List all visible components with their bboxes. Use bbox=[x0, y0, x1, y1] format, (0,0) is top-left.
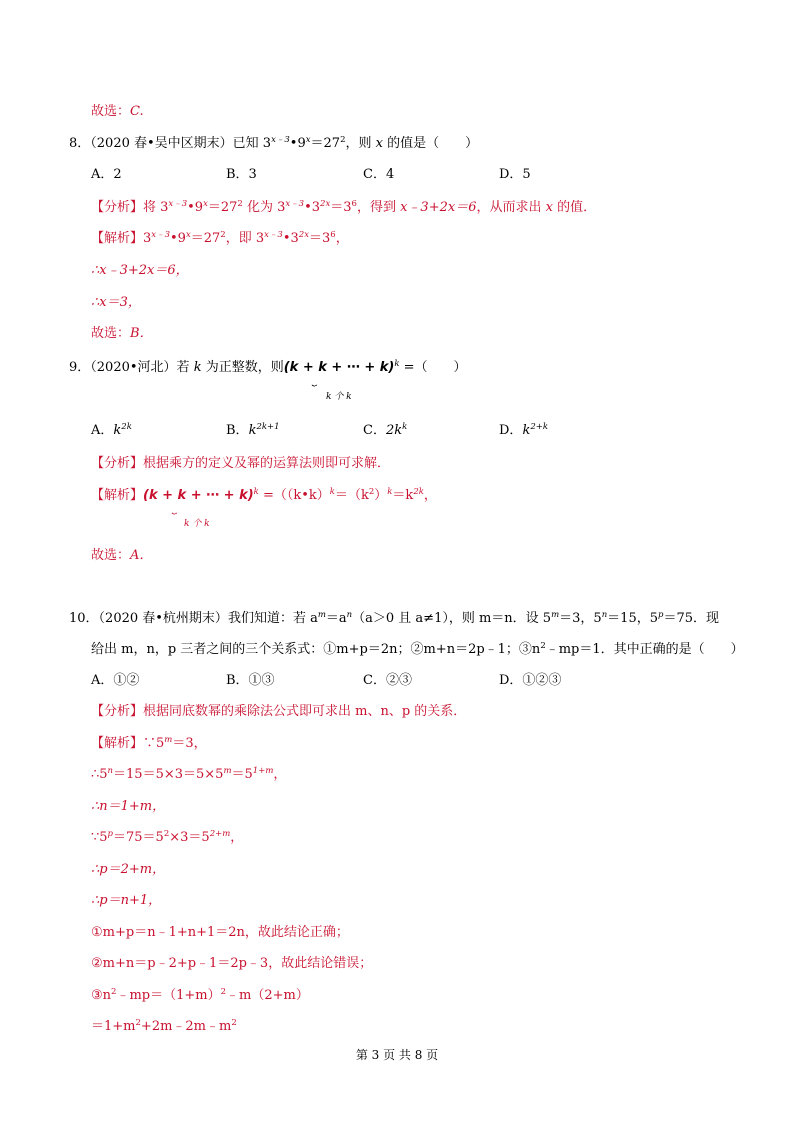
q8-step-2: ∴x＝3， bbox=[91, 295, 141, 310]
q9-option-d: D．$k^{2+k}$ bbox=[499, 422, 549, 438]
q9-solution: 【解析】(k + k + ⋯ + $k)^k =((k•k)^k=(k^2)^k=k^{2k}$， bbox=[91, 487, 437, 503]
q8-option-b: B．3 bbox=[226, 167, 257, 182]
q9-underbrace-label: k 个 k bbox=[326, 392, 352, 402]
q9-solution-underbrace-label: k 个 k bbox=[184, 519, 210, 529]
q8-options bbox=[91, 166, 691, 184]
q10-solution-step-2: $\therefore 5^n=15=5\times 3=5\times 5^m=5^{1+m}$， bbox=[91, 766, 287, 782]
q10-solution-step-3: ∴n＝1+m， bbox=[91, 799, 166, 814]
q10-solution-step-9: $③n^2﹣mp=(1+m)^2﹣m(2+m)$ bbox=[91, 987, 309, 1003]
q8-option-c: C．4 bbox=[363, 167, 395, 182]
q10-stem-line-2: 给出 m，n，p 三者之间的三个关系式：①m+p＝2n；②m+n＝2p﹣1；$③n^2﹣mp=1$．其中正确的是（ ） bbox=[91, 641, 744, 657]
q10-option-b: B．①③ bbox=[226, 673, 275, 688]
q10-option-a: A．①② bbox=[91, 673, 140, 688]
q10-stem-line-1: 10．（2020 春•杭州期末）我们知道：若 $a^m=a^n(a>0$ 且 a≠1），则 m＝n．设 $5^m=3$，$5^n=15$，$5^p=75$．现 bbox=[69, 610, 719, 626]
q8-step-1: ∴x﹣3+2x＝6， bbox=[91, 263, 189, 278]
q10-option-c: C．②③ bbox=[363, 673, 412, 688]
q10-solution-step-8: ②m+n＝p﹣2+p﹣1＝2p﹣3，故此结论错误； bbox=[91, 956, 373, 971]
q9-options bbox=[91, 422, 691, 440]
page-footer: 第 3 页 共 8 页 bbox=[355, 1048, 439, 1062]
q9-option-a: A．$k^{2k}$ bbox=[91, 422, 132, 438]
q10-solution-step-1: 【解析】$\because 5^m=3$， bbox=[91, 735, 207, 751]
q9-answer: 故选：A． bbox=[91, 548, 153, 563]
q8-solution: 【解析】$3^{x﹣3}•9^x=27^2$，即 $3^{x﹣3}•3^{2x}=3^6$， bbox=[91, 230, 349, 246]
q9-sum-expression: (k + k + ⋯ + k) bbox=[283, 360, 395, 375]
q10-option-d: D．①②③ bbox=[499, 673, 562, 688]
q9-underbrace: ⏟ bbox=[312, 377, 318, 387]
q8-option-d: D．5 bbox=[499, 167, 531, 182]
q10-solution-step-6: ∴p＝n+1， bbox=[91, 893, 162, 908]
q9-option-c: C．$2k^k$ bbox=[363, 422, 408, 438]
prev-answer: 故选：C. bbox=[91, 104, 144, 119]
q10-solution-step-7: ①m+p＝n﹣1+n+1＝2n，故此结论正确； bbox=[91, 925, 349, 940]
q9-option-b: B．$k^{2k+1}$ bbox=[226, 422, 280, 438]
q10-options bbox=[91, 672, 691, 690]
q8-stem: 8．（2020 春•吴中区期末）已知 $3^{x﹣3}•9^x=27^2$，则 x 的值是（ ） bbox=[69, 135, 479, 151]
q8-option-a: A．2 bbox=[91, 167, 122, 182]
q10-solution-step-4: $\because 5^p=75=5^2\times 3=5^{2+m}$， bbox=[91, 829, 244, 845]
q9-analysis: 【分析】根据乘方的定义及幂的运算法则即可求解． bbox=[91, 456, 391, 471]
q10-solution-step-10: $=1+m^2+2m﹣2m﹣m^2$ bbox=[91, 1018, 237, 1034]
q8-answer: 故选：B． bbox=[91, 326, 153, 341]
q9-stem: 9．（2020•河北）若 k 为正整数，则(k + k + ⋯ + k)$^k$ =（ ） bbox=[69, 359, 467, 375]
q8-analysis: 【分析】将 $3^{x﹣3}•9^x=27^2$ 化为 $3^{x﹣3}•3^{2x}=3^6$，得到 x﹣3+2x＝6，从而求出 x 的值． bbox=[91, 199, 597, 215]
q9-solution-underbrace: ⏟ bbox=[172, 505, 178, 515]
q10-analysis: 【分析】根据同底数幂的乘除法公式即可求出 m、n、p 的关系． bbox=[91, 704, 467, 719]
q10-solution-step-5: ∴p＝2+m， bbox=[91, 862, 166, 877]
